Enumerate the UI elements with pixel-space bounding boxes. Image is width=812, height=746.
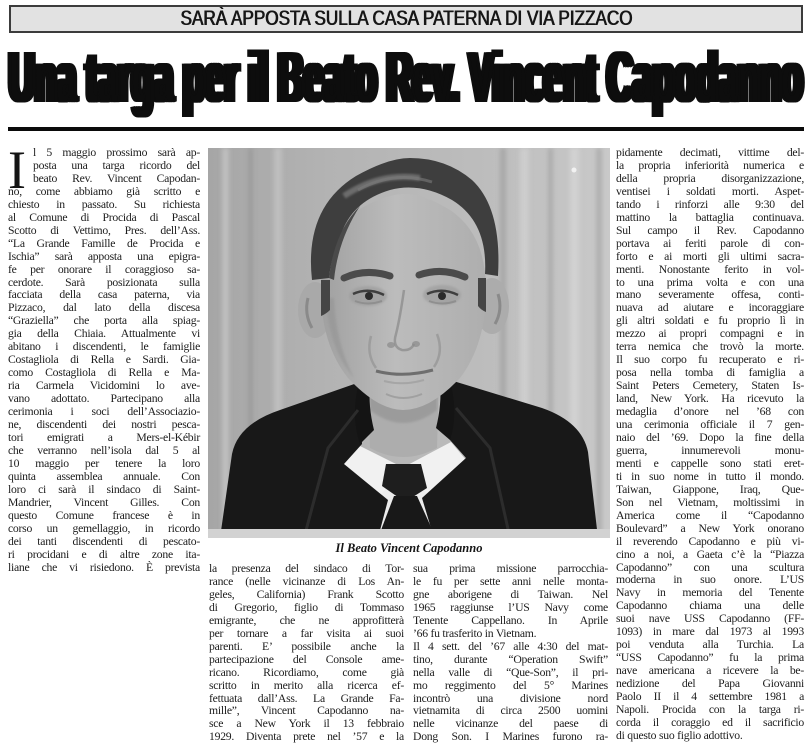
text-line: Navy in memoria del Tenente (616, 586, 804, 600)
kicker-text: SARÀ APPOSTA SULLA CASA PATERNA DI VIA PIZZACO (179, 7, 633, 30)
text-line: geles, California) Frank Scotto (209, 587, 404, 601)
text-line: la presenza del sindaco di Tor- (209, 562, 404, 575)
text-line: terra nemica che trovò la morte. (616, 340, 804, 354)
text-line: 10 maggio per tenere la loro (8, 456, 200, 470)
text-line: Ischia” sarà apposta una epigra- (8, 249, 200, 263)
text-line: cerimonia i soci dell’Associazio- (8, 405, 200, 419)
text-line: il reverendo Capodanno e più vi- (616, 534, 805, 548)
text-line: ventisei i soldati morti. Aspet- (616, 184, 805, 198)
text-line: Costagliola di Rella e Sardi. Gia- (8, 353, 201, 367)
text-line: nave americana a ricevere la be- (616, 664, 805, 678)
text-line: mattino la battaglia continuava. (616, 210, 805, 224)
text-line: facciata della casa paterna, via (8, 288, 200, 302)
text-line: questo Comune francese è in (8, 508, 200, 522)
text-line: “La Grande Famille de Procida e (8, 236, 200, 250)
text-line: posta una targa ricordo del (33, 158, 200, 172)
text-line: parenti. E’ possibile anche la (209, 639, 405, 653)
text-line: Saint Peters Cemetery, Staten Is- (616, 379, 805, 393)
text-line: no, come abbiamo già scritto e (8, 184, 201, 198)
text-line: liane che vi risiedono. È prevista (8, 560, 200, 574)
text-line: suoi nave USS Capodanno (FF- (616, 612, 804, 626)
text-line: Scotto di Vettimo, Pres. dell’Ass. (8, 223, 200, 237)
text-line: Dong Son. I Marines furono ra- (413, 730, 609, 744)
text-line: nedizione del Papa Giovanni (616, 677, 805, 691)
text-line: naio del ’69. Dopo la fine della (616, 430, 805, 444)
text-line: ne, discendenti dei nostri pesca- (8, 418, 201, 432)
text-line: mo reggimento del 5° Marines (413, 678, 608, 692)
headline-text: Una targa per il Beato Rev. Vincent Capodanno (9, 38, 803, 118)
text-line: sua prima missione parrocchia- (413, 562, 608, 575)
text-line: l 5 maggio prossimo sarà ap- (33, 146, 201, 159)
text-line: gli altri soldati e fu proprio lì in (616, 314, 804, 328)
text-line: guerra, innumerevoli monu- (616, 443, 804, 457)
text-line: Capodanno chiama una delle (616, 599, 804, 613)
text-line: land, New York. Ha ricevuto la (616, 392, 805, 406)
text-line: gia della Chiaia. Attualmente vi (8, 327, 201, 341)
text-line: della propria disorganizzazione, (616, 171, 804, 185)
text-line: to una prima volta e con una (616, 275, 804, 289)
text-line: Napoli. Procida con la targa ri- (616, 702, 804, 716)
article-column-3 (616, 147, 804, 743)
text-line: beato Rev. Vincent Capodan- (33, 171, 201, 185)
text-line: al Comune di Procida di Pascal (8, 210, 200, 224)
text-line: vietnamita di circa 2500 uomini (413, 704, 608, 718)
text-line: tori emigrati a Mers-el-Kébir (8, 430, 200, 444)
headline (8, 32, 804, 124)
text-line: ria Carmela Vicidomini lo ave- (8, 379, 200, 393)
kicker-banner (9, 5, 803, 33)
text-line: menti e cappelle sono stati eret- (616, 456, 805, 470)
text-line: “Graziella” che porta alla spiag- (8, 314, 200, 328)
text-line: mano severamente offesa, conti- (616, 288, 804, 302)
text-line: Taiwan, Giappone, Iraq, Que- (616, 482, 804, 496)
article-column-2b (413, 563, 608, 744)
text-line: Il 4 sett. del ’67 alle 4:30 del mat- (413, 639, 608, 653)
text-line: cino a noi, a Gaeta c’è la “Piazza (616, 547, 805, 561)
photo-vincent-capodanno (208, 148, 610, 538)
text-line: tando i rinforzi alle 9:30 del (616, 197, 804, 211)
text-line: nella valle di “Que-Son”, il pri- (413, 665, 608, 679)
text-line: loro ci sarà il sindaco di Saint- (8, 482, 200, 496)
text-line: chiesto in passato. Su richiesta (8, 197, 200, 211)
drop-cap: I (8, 140, 26, 200)
text-line: “USS Capodanno” fu la prima (616, 651, 804, 665)
article-column-1 (8, 140, 201, 574)
text-line: menti. Nonostante ferito in vol- (616, 262, 805, 276)
text-line: le fu per sette anni nelle monta- (413, 574, 608, 588)
text-line: como Costagliola di Rella e Ma- (8, 366, 200, 380)
text-line: corda il coraggio ed il sacrificio (616, 715, 805, 729)
text-line: Mandrier, Vincent Gilles. Con (8, 495, 201, 509)
photo-bottom-band (208, 529, 610, 538)
text-line: una cerimonia officiale il 7 gen- (616, 418, 804, 432)
text-line: nelle vicinanze del paese di (413, 717, 609, 731)
text-line: ricano. Ricordiamo, come già (209, 665, 404, 679)
text-line: scritto in merito alla ricerca ef- (209, 678, 404, 692)
text-line: Sul campo il Rev. Capodanno (616, 223, 804, 237)
text-line: Il suo corpo fu recuperato e ri- (616, 353, 805, 367)
text-line: nuava ad aiutare e incoraggiare (616, 301, 804, 315)
text-line: Paolo II il 4 settembre 1981 a (616, 690, 805, 704)
text-line: cerdote. Sarà posizionata sulla (8, 275, 200, 289)
text-line: emigrante, che ne approfitterà (209, 613, 404, 627)
text-line: abitano i discendenti, le famiglie (8, 340, 201, 354)
text-line: posa nella tomba di famiglia a (616, 366, 804, 380)
text-line: dei tanti discendenti di pescato- (8, 534, 200, 548)
text-line: rance (nelle vicinanze di Los An- (209, 574, 404, 588)
text-line: 1093) in mare dal 1973 al 1993 (616, 625, 804, 639)
photo-caption: Il Beato Vincent Capodanno (335, 541, 483, 555)
text-line: Capodanno” con una scultura (616, 560, 805, 574)
text-line: Tenente Cappellano. In Aprile (413, 613, 608, 627)
text-line: portava ai feriti parole di con- (616, 236, 804, 250)
text-line: tino, durante “Operation Swift” (413, 652, 608, 666)
text-line: la propria inferiorità numerica e (616, 158, 804, 172)
text-line: di Gregorio, figlio di Tommaso (209, 600, 404, 614)
text-line: America come il “Capodanno (616, 508, 804, 522)
text-line: che verranno nell’isola dal 5 al (8, 443, 201, 457)
column-1-text (8, 147, 200, 574)
text-line: Pizzaco, dal lato della discesa (8, 301, 200, 315)
text-line: pidamente decimati, vittime del- (616, 146, 804, 159)
text-line: partecipazione del Console ame- (209, 652, 404, 666)
text-line: mezzo ai propri compagni e in (616, 327, 804, 341)
text-line: per tornare a far visita ai suoi (209, 626, 405, 640)
text-line: fettuata dall’Ass. La Grande Fa- (209, 691, 404, 705)
text-line: mille”, Vincent Capodanno na- (209, 704, 405, 718)
text-line: ’66 fu trasferito in Vietnam. (413, 626, 537, 640)
text-line: di questo suo figlio adottivo. (616, 728, 743, 742)
text-line: Son nel Vietnam, moltissimi in (616, 495, 804, 509)
text-line: quinta assemblea annuale. Con (8, 469, 200, 483)
text-line: vano adottato. Partecipano alla (8, 392, 200, 406)
text-line: sce a New York il 13 febbraio (209, 717, 404, 731)
text-line: Boulevard” a New York onorano (616, 521, 804, 535)
text-line: forto e ai morti gli ultimi sacra- (616, 249, 804, 263)
text-line: ti in suo nome in tutto il mondo. (616, 469, 804, 483)
article-column-2a (209, 563, 404, 744)
text-line: gne aborigene di Taiwan. Nel (413, 587, 608, 601)
text-line: 1929. Diventa prete nel ’57 e la (209, 730, 404, 744)
text-line: incontrò una divisione nord (413, 691, 608, 705)
text-line: 1965 raggiunse l’US Navy come (413, 600, 608, 614)
text-line: poi venduta alla Turchia. La (616, 638, 804, 652)
portrait-illustration (208, 148, 610, 538)
text-line: moderna in suo onore. L’US (616, 573, 804, 587)
text-line: ri procidani e di altre zone ita- (8, 547, 200, 561)
text-line: fe per onorare il coraggioso sa- (8, 262, 201, 276)
text-line: medaglia d’onore nel ’68 con (616, 405, 805, 419)
text-line: corso un gemellaggio, in ricordo (8, 521, 200, 535)
headline-rule (8, 127, 804, 131)
